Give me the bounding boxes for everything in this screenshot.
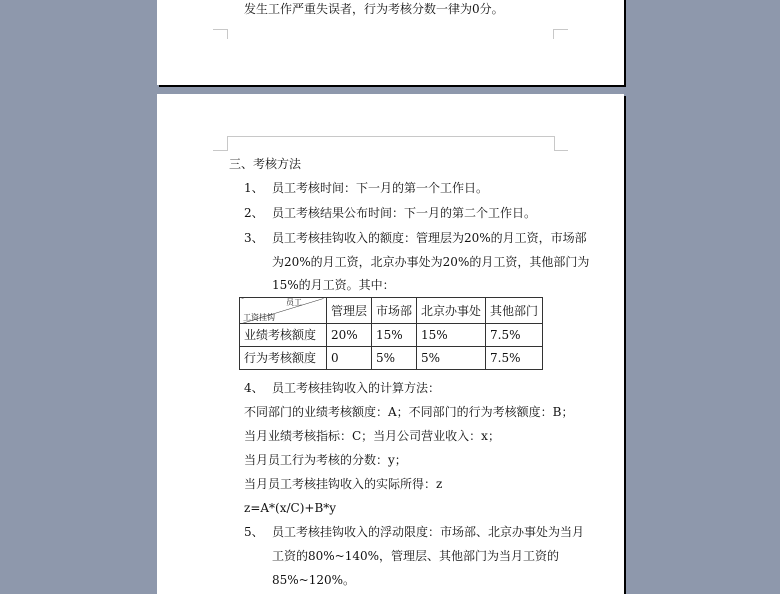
formula-line: 不同部门的业绩考核额度：A；不同部门的行为考核额度：B；	[244, 405, 574, 419]
table-row	[240, 324, 543, 347]
table-cell: 5%	[417, 347, 486, 370]
table-row	[240, 347, 543, 370]
margin-corner-bl	[213, 29, 228, 39]
page-1-last-line: 发生工作严重失误者，行为考核分数一律为0分。	[244, 2, 504, 16]
page-1	[157, 0, 624, 85]
row-label: 行为考核额度	[240, 347, 327, 370]
corner-cell-labels	[240, 298, 326, 323]
table-cell: 5%	[372, 347, 417, 370]
corner-top-label: 员工	[286, 298, 302, 307]
item-text: 员工考核时间：下一月的第一个工作日。	[272, 181, 489, 195]
table-cell: 7.5%	[486, 347, 543, 370]
table-cell: 20%	[327, 324, 372, 347]
table-header-row	[240, 298, 543, 324]
table-header: 北京办事处	[417, 298, 486, 324]
table-cell: 15%	[417, 324, 486, 347]
row-label: 业绩考核额度	[240, 324, 327, 347]
table-header: 管理层	[327, 298, 372, 324]
formula-line: 当月员工考核挂钩收入的实际所得：z	[244, 477, 443, 491]
formula-line: z=A*(x/C)+B*y	[244, 501, 337, 515]
table-corner-cell	[240, 298, 327, 324]
item-number: 1、	[244, 181, 264, 195]
item-text: 员工考核挂钩收入的浮动限度：市场部、北京办事处为当月	[272, 525, 585, 539]
header-line	[227, 136, 555, 151]
item-text: 员工考核挂钩收入的计算方法：	[272, 381, 441, 395]
table-cell: 15%	[372, 324, 417, 347]
item-text: 员工考核挂钩收入的额度：管理层为20%的月工资，市场部	[272, 231, 587, 245]
margin-corner-tl	[213, 150, 227, 151]
item-text: 员工考核结果公布时间：下一月的第二个工作日。	[272, 206, 537, 220]
item-number: 3、	[244, 231, 264, 245]
formula-line: 当月业绩考核指标：C；当月公司营业收入：x；	[244, 429, 500, 443]
table-cell: 7.5%	[486, 324, 543, 347]
item-number: 2、	[244, 206, 264, 220]
assessment-table	[239, 297, 543, 370]
formula-line: 当月员工行为考核的分数：y；	[244, 453, 407, 467]
item-text: 工资的80%~140%，管理层、其他部门为当月工资的	[272, 549, 560, 563]
section-heading: 三、考核方法	[229, 157, 302, 171]
table-header: 其他部门	[486, 298, 543, 324]
item-text: 15%的月工资。其中：	[272, 278, 395, 292]
corner-bottom-label: 工资挂钩	[243, 313, 275, 322]
item-number: 5、	[244, 525, 264, 539]
item-text: 为20%的月工资，北京办事处为20%的月工资，其他部门为	[272, 255, 590, 269]
table-header: 市场部	[372, 298, 417, 324]
margin-corner-tr	[554, 150, 568, 151]
table-cell: 0	[327, 347, 372, 370]
margin-corner-br	[553, 29, 568, 39]
item-text: 85%~120%。	[272, 573, 356, 587]
item-number: 4、	[244, 381, 264, 395]
